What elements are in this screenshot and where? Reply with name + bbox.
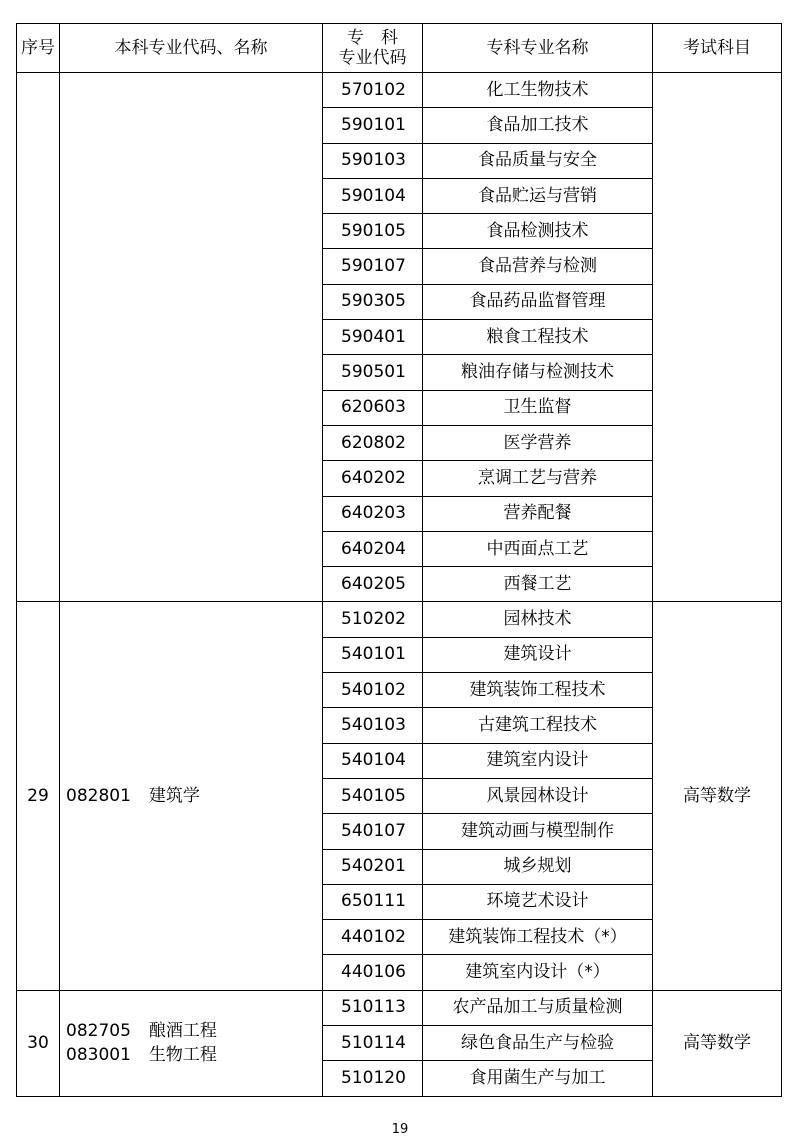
college-major-name: 建筑动画与模型制作 bbox=[423, 814, 653, 849]
college-major-name: 中西面点工艺 bbox=[423, 531, 653, 566]
page-number: 19 bbox=[391, 1122, 409, 1137]
college-major-name: 建筑装饰工程技术（*） bbox=[423, 920, 653, 955]
college-major-name: 营养配餐 bbox=[423, 496, 653, 531]
group-seq bbox=[17, 73, 60, 602]
college-major-name: 食品质量与安全 bbox=[423, 143, 653, 178]
college-major-code: 510120 bbox=[323, 1061, 423, 1096]
college-major-code: 620802 bbox=[323, 425, 423, 460]
college-major-code: 590105 bbox=[323, 214, 423, 249]
college-major-code: 590101 bbox=[323, 108, 423, 143]
college-major-name: 建筑室内设计（*） bbox=[423, 955, 653, 990]
college-major-name: 环境艺术设计 bbox=[423, 884, 653, 919]
college-major-name: 卫生监督 bbox=[423, 390, 653, 425]
college-major-code: 640205 bbox=[323, 567, 423, 602]
college-major-name: 食品药品监督管理 bbox=[423, 284, 653, 319]
group-exam-subject: 高等数学 bbox=[653, 990, 782, 1096]
table-row bbox=[17, 73, 782, 108]
college-major-name: 化工生物技术 bbox=[423, 73, 653, 108]
college-major-name: 风景园林设计 bbox=[423, 778, 653, 813]
undergrad-major-code: 082705 bbox=[66, 1020, 131, 1041]
group-exam-subject: 高等数学 bbox=[653, 602, 782, 990]
college-major-name: 医学营养 bbox=[423, 425, 653, 460]
college-major-code: 440106 bbox=[323, 955, 423, 990]
college-major-name: 食用菌生产与加工 bbox=[423, 1061, 653, 1096]
college-major-code: 620603 bbox=[323, 390, 423, 425]
college-major-code: 590501 bbox=[323, 355, 423, 390]
group-seq: 30 bbox=[17, 990, 60, 1096]
college-major-code: 510202 bbox=[323, 602, 423, 637]
group-seq: 29 bbox=[17, 602, 60, 990]
college-major-code: 510113 bbox=[323, 990, 423, 1025]
college-major-code: 570102 bbox=[323, 73, 423, 108]
college-major-code: 640204 bbox=[323, 531, 423, 566]
group-undergrad-majors bbox=[60, 602, 323, 990]
college-major-name: 建筑室内设计 bbox=[423, 743, 653, 778]
college-major-name: 建筑设计 bbox=[423, 637, 653, 672]
college-major-name: 建筑装饰工程技术 bbox=[423, 673, 653, 708]
college-major-code: 540201 bbox=[323, 849, 423, 884]
undergrad-major bbox=[66, 1043, 322, 1068]
header-code-line2: 专业代码 bbox=[338, 48, 407, 68]
college-major-code: 540103 bbox=[323, 708, 423, 743]
college-major-name: 食品贮运与营销 bbox=[423, 178, 653, 213]
undergrad-major bbox=[66, 1019, 322, 1044]
table-row bbox=[17, 602, 782, 637]
header-code bbox=[323, 24, 423, 73]
majors-table bbox=[16, 23, 782, 1097]
table-header bbox=[17, 24, 782, 73]
undergrad-major-name: 酿酒工程 bbox=[148, 1020, 217, 1041]
undergrad-major-code: 082801 bbox=[66, 785, 131, 806]
group-undergrad-majors bbox=[60, 73, 323, 602]
college-major-code: 650111 bbox=[323, 884, 423, 919]
college-major-code: 440102 bbox=[323, 920, 423, 955]
college-major-name: 粮食工程技术 bbox=[423, 320, 653, 355]
college-major-code: 540107 bbox=[323, 814, 423, 849]
college-major-name: 古建筑工程技术 bbox=[423, 708, 653, 743]
college-major-name: 粮油存储与检测技术 bbox=[423, 355, 653, 390]
undergrad-major bbox=[66, 784, 322, 809]
college-major-code: 510114 bbox=[323, 1026, 423, 1061]
undergrad-major-name: 建筑学 bbox=[148, 785, 200, 806]
group-exam-subject bbox=[653, 73, 782, 602]
college-major-name: 绿色食品生产与检验 bbox=[423, 1026, 653, 1061]
college-major-name: 农产品加工与质量检测 bbox=[423, 990, 653, 1025]
header-exam: 考试科目 bbox=[653, 24, 782, 73]
college-major-code: 540105 bbox=[323, 778, 423, 813]
header-code-line1: 专 科 bbox=[347, 27, 398, 48]
college-major-code: 540101 bbox=[323, 637, 423, 672]
college-major-name: 园林技术 bbox=[423, 602, 653, 637]
college-major-code: 590305 bbox=[323, 284, 423, 319]
header-name: 专科专业名称 bbox=[423, 24, 653, 73]
table-row bbox=[17, 990, 782, 1025]
college-major-code: 540102 bbox=[323, 673, 423, 708]
undergrad-major-code: 083001 bbox=[66, 1045, 131, 1066]
college-major-name: 烹调工艺与营养 bbox=[423, 461, 653, 496]
header-undergrad: 本科专业代码、名称 bbox=[60, 24, 323, 73]
undergrad-major-name: 生物工程 bbox=[148, 1045, 217, 1066]
college-major-code: 590103 bbox=[323, 143, 423, 178]
college-major-name: 西餐工艺 bbox=[423, 567, 653, 602]
group-undergrad-majors bbox=[60, 990, 323, 1096]
college-major-code: 590401 bbox=[323, 320, 423, 355]
college-major-name: 食品检测技术 bbox=[423, 214, 653, 249]
college-major-code: 640203 bbox=[323, 496, 423, 531]
college-major-name: 城乡规划 bbox=[423, 849, 653, 884]
college-major-name: 食品营养与检测 bbox=[423, 249, 653, 284]
college-major-name: 食品加工技术 bbox=[423, 108, 653, 143]
college-major-code: 640202 bbox=[323, 461, 423, 496]
college-major-code: 590104 bbox=[323, 178, 423, 213]
college-major-code: 540104 bbox=[323, 743, 423, 778]
header-seq: 序号 bbox=[17, 24, 60, 73]
table-body bbox=[17, 73, 782, 1097]
college-major-code: 590107 bbox=[323, 249, 423, 284]
